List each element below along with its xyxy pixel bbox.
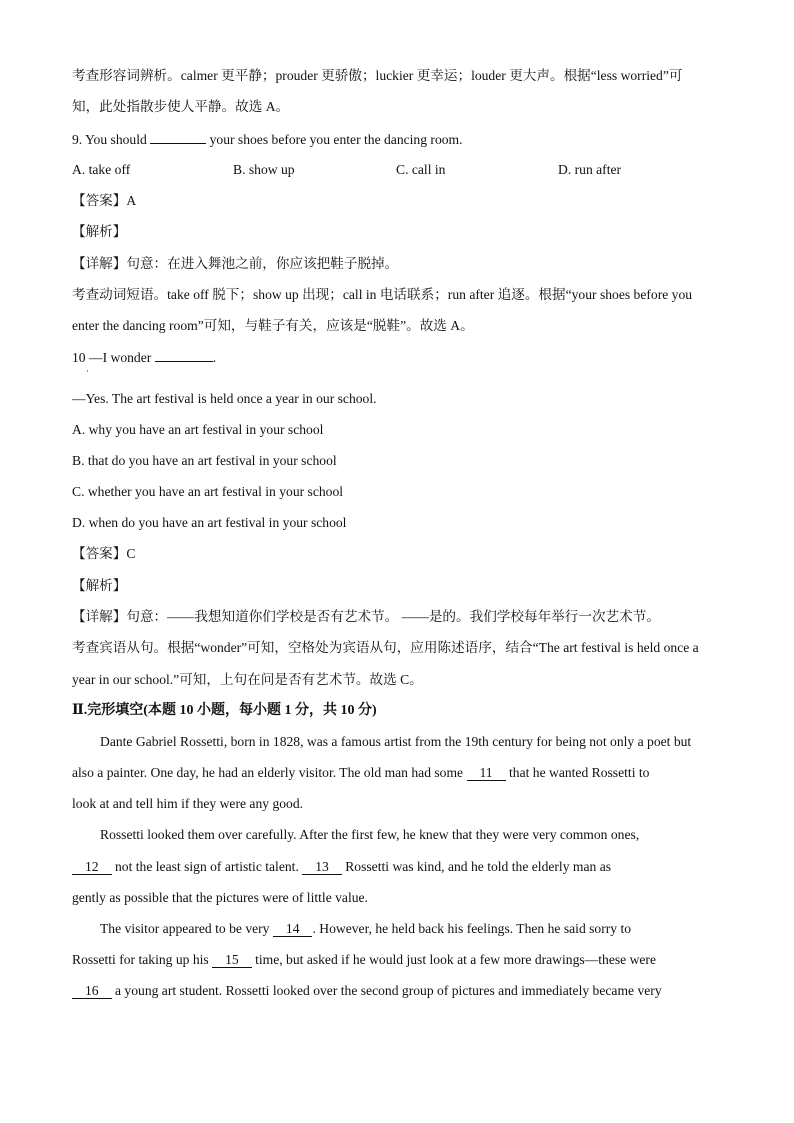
passage-line: Rossetti looked them over carefully. After the first few, he knew that they were very common ones,: [100, 827, 640, 842]
passage-text: Rossetti for taking up his: [72, 952, 213, 967]
option-d: D. run after: [558, 162, 622, 177]
passage-line: [72, 764, 649, 782]
passage-text: that he wanted Rossetti to: [505, 765, 650, 780]
answer-label: 【答案】C: [72, 546, 136, 561]
passage-line: [100, 920, 631, 938]
passage-text: Rossetti was kind, and he told the elderly man as: [341, 859, 612, 874]
question-text: 10 —I wonder: [72, 350, 155, 365]
passage-text: also a painter. One day, he had an elderly visitor. The old man had some: [72, 765, 467, 780]
question-text: 9. You should: [72, 132, 151, 147]
passage-text: a young art student. Rossetti looked over the second group of pictures and immediately became very: [111, 983, 662, 998]
explanation-line: 考查形容词辨析。calmer 更平静；prouder 更骄傲；luckier 更幸运；louder 更大声。根据“less worried”可: [72, 68, 683, 83]
passage-line: [72, 982, 662, 1000]
option-b: B. show up: [233, 162, 295, 177]
analysis-label: 【解析】: [72, 578, 127, 593]
passage-text: time, but asked if he would just look at a few more drawings—these were: [251, 952, 656, 967]
answer-blank: [150, 130, 206, 144]
question-text: .: [212, 350, 217, 365]
blank-11: 11: [467, 765, 506, 781]
option-c: C. call in: [396, 162, 446, 177]
stray-dot: ·: [86, 366, 89, 376]
option-a: A. why you have an art festival in your school: [72, 422, 324, 437]
blank-14: 14: [273, 921, 313, 937]
passage-text: The visitor appeared to be very: [100, 921, 273, 936]
option-b: B. that do you have an art festival in your school: [72, 453, 337, 468]
answer-label: 【答案】A: [72, 193, 137, 208]
passage-text: not the least sign of artistic talent.: [111, 859, 303, 874]
question-9: [72, 130, 463, 149]
detail-line: 【详解】句意：——我想知道你们学校是否有艺术节。 ——是的。我们学校每年举行一次艺术节。: [72, 609, 660, 624]
section-heading: Ⅱ.完形填空(本题 10 小题，每小题 1 分，共 10 分): [72, 703, 377, 718]
question-text: your shoes before you enter the dancing room.: [206, 132, 463, 147]
blank-16: 16: [72, 983, 112, 999]
passage-line: [72, 951, 656, 969]
option-d: D. when do you have an art festival in your school: [72, 515, 347, 530]
explanation-line: enter the dancing room”可知，与鞋子有关，应该是“脱鞋”。故选 A。: [72, 318, 474, 333]
option-c: C. whether you have an art festival in your school: [72, 484, 344, 499]
question-10: [72, 348, 216, 367]
explanation-line: 知，此处指散步使人平静。故选 A。: [72, 99, 290, 114]
passage-line: Dante Gabriel Rossetti, born in 1828, was a famous artist from the 19th century for being not only a poet but: [100, 734, 692, 749]
explanation-line: 考查动词短语。take off 脱下；show up 出现；call in 电话联系；run after 追逐。根据“your shoes before you: [72, 287, 693, 302]
detail-line: 【详解】句意：在进入舞池之前，你应该把鞋子脱掉。: [72, 256, 399, 271]
explanation-line: 考查宾语从句。根据“wonder”可知，空格处为宾语从句，应用陈述语序，结合“The art festival is held once a: [72, 640, 699, 655]
passage-line: look at and tell him if they were any good.: [72, 796, 304, 811]
dialogue-line: —Yes. The art festival is held once a year in our school.: [72, 391, 377, 406]
answer-blank: [155, 348, 213, 362]
passage-line: [72, 858, 611, 876]
analysis-label: 【解析】: [72, 224, 127, 239]
blank-15: 15: [212, 952, 252, 968]
blank-13: 13: [302, 859, 342, 875]
blank-12: 12: [72, 859, 112, 875]
passage-text: . However, he held back his feelings. Then he said sorry to: [312, 921, 632, 936]
option-a: A. take off: [72, 162, 131, 177]
passage-line: gently as possible that the pictures were of little value.: [72, 890, 368, 905]
explanation-line: year in our school.”可知，上句在问是否有艺术节。故选 C。: [72, 672, 423, 687]
